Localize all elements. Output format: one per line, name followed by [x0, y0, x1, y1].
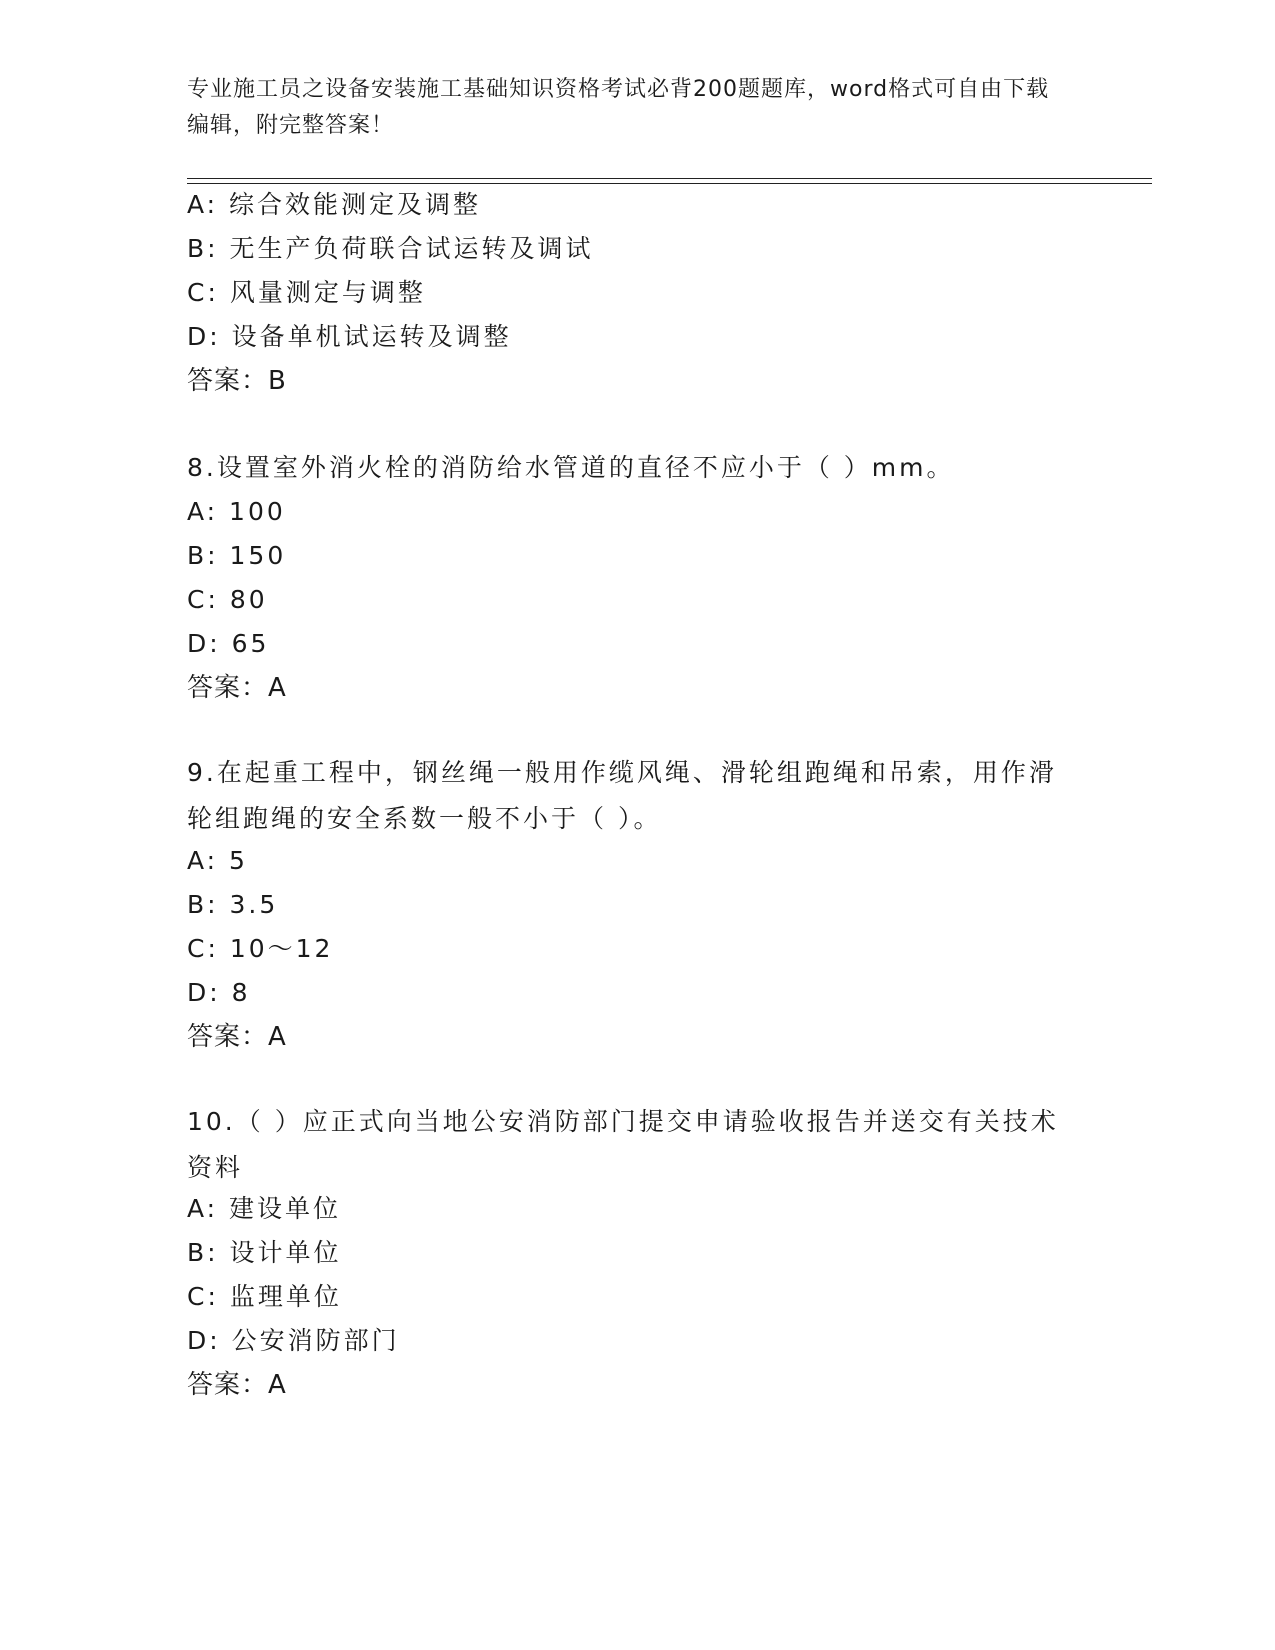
q8-option-d: D: 65	[187, 629, 270, 658]
header-divider-top	[187, 178, 1152, 179]
document-header: 专业施工员之设备安装施工基础知识资格考试必背200题题库，word格式可自由下载编辑，附完整答案！	[187, 77, 1050, 138]
q7-option-a: A: 综合效能测定及调整	[187, 190, 482, 219]
q9-answer: 答案：A	[187, 1022, 287, 1052]
q10-option-b: B: 设计单位	[187, 1238, 342, 1267]
q10-option-c: C: 监理单位	[187, 1282, 342, 1311]
q10-option-a: A: 建设单位	[187, 1194, 342, 1223]
q7-answer: 答案：B	[187, 366, 287, 396]
q9-stem: 9.在起重工程中，钢丝绳一般用作缆风绳、滑轮组跑绳和吊索，用作滑轮组跑绳的安全系数一般不小于（ ）。	[187, 758, 1057, 833]
q8-option-a: A: 100	[187, 497, 286, 526]
q9-option-a: A: 5	[187, 846, 248, 875]
q9-option-d: D: 8	[187, 978, 251, 1007]
q9-option-c: C: 10～12	[187, 934, 334, 963]
header-divider-bottom	[187, 183, 1152, 184]
q10-answer: 答案：A	[187, 1370, 287, 1400]
q7-option-b: B: 无生产负荷联合试运转及调试	[187, 234, 594, 263]
q10-option-d: D: 公安消防部门	[187, 1326, 400, 1355]
q10-stem: 10.（ ）应正式向当地公安消防部门提交申请验收报告并送交有关技术资料	[187, 1107, 1059, 1182]
q9-option-b: B: 3.5	[187, 890, 279, 919]
q8-option-b: B: 150	[187, 541, 287, 570]
q8-stem: 8.设置室外消火栓的消防给水管道的直径不应小于（ ）mm。	[187, 453, 955, 482]
q8-option-c: C: 80	[187, 585, 268, 614]
q7-option-c: C: 风量测定与调整	[187, 278, 426, 307]
q7-option-d: D: 设备单机试运转及调整	[187, 322, 512, 351]
q8-answer: 答案：A	[187, 673, 287, 703]
